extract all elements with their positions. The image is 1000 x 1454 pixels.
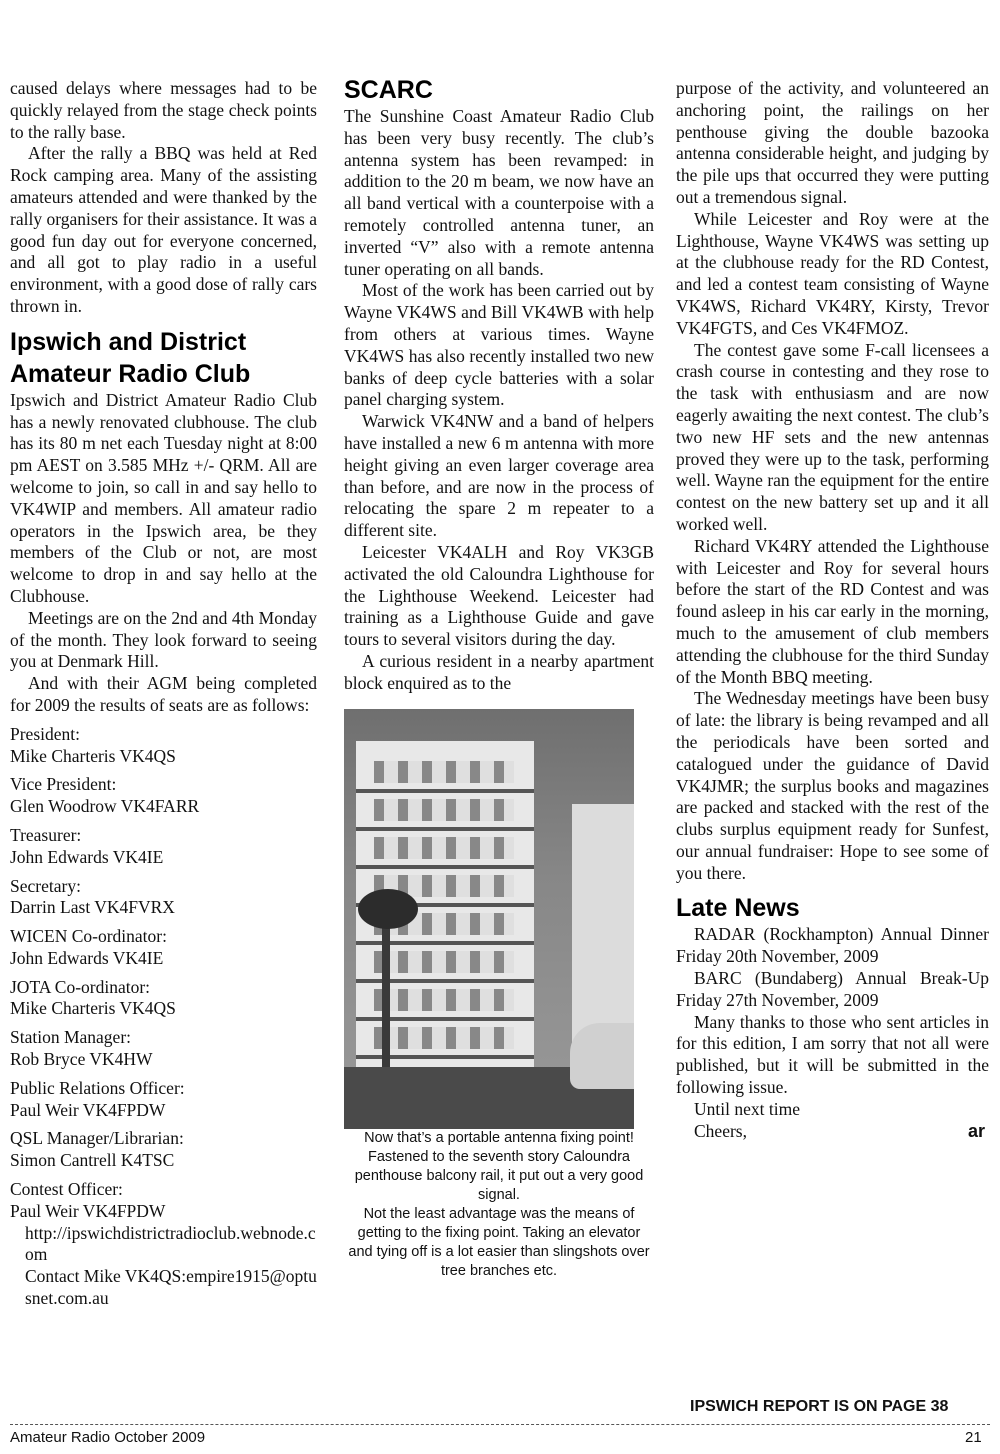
role-title: Contest Officer:	[10, 1179, 123, 1200]
section-heading-late-news: Late News	[676, 894, 800, 923]
paragraph: purpose of the activity, and volunteered an anchoring point, the railings on her penthouse giving the double bazooka antenna considerable height, and judging by the pile ups that occurred they were putting out a tremendous signal.	[676, 78, 989, 207]
paragraph: Most of the work has been carried out by Wayne VK4WS and Bill VK4WB with help from others at various times. Wayne VK4WS has also recently installed two new banks of deep cycle batteries with a solar panel charging system.	[344, 280, 654, 410]
paragraph: caused delays where messages had to be quickly relayed from the stage check points to the rally base.	[10, 78, 317, 142]
role-title: President:	[10, 723, 80, 744]
paragraph: The contest gave some F-call licensees a crash course in contesting and they rose to the task with enthusiasm and are now eagerly awaiting the next contest. The club’s two new HF sets and the new antennas proved they were up to the task, performing well. Wayne ran the equipment for the entire contest on the new battery set up and it all worked well.	[676, 339, 989, 534]
role-entry	[10, 825, 317, 869]
column-3	[676, 78, 989, 1142]
paragraph: Ipswich and District Amateur Radio Club has a newly renovated clubhouse. The club has its 80 m net each Tuesday night at 8:00 pm AEST on 3.585 MHz +/- QRM. All are welcome to join, so call in and say hello to VK4WIP and members. All amateur radio operators in the Ipswich area, be they members of the Club or not, are most welcome to drop in and say hello at the Clubhouse.	[10, 389, 317, 606]
role-title: Station Manager:	[10, 1027, 132, 1048]
section-heading-scarc: SCARC	[344, 76, 433, 104]
paragraph: Warwick VK4NW and a band of helpers have installed a new 6 m antenna with more height giving an even larger coverage area than before, and are now in the process of relocating the spare 2 m repeater to a different site.	[344, 411, 654, 541]
signoff	[676, 1121, 989, 1143]
paragraph: And with their AGM being completed for 2009 the results of seats are as follows:	[10, 673, 317, 715]
role-name: Paul Weir VK4FPDW	[10, 1099, 166, 1120]
photo-caption-title: Now that’s a portable antenna fixing point!	[364, 1129, 634, 1146]
role-name: John Edwards VK4IE	[10, 947, 164, 968]
role-entry	[10, 977, 317, 1021]
role-name: Darrin Last VK4FVRX	[10, 897, 175, 918]
photo-caption: Fastened to the seventh story Caloundra penthouse balcony rail, it put out a very good signal.	[354, 1148, 644, 1203]
page-number: 21	[965, 1429, 982, 1446]
role-title: Secretary:	[10, 875, 81, 896]
contact-email[interactable]: Contact Mike VK4QS:empire1915@optusnet.com.au	[25, 1266, 317, 1309]
end-mark: ar	[967, 1120, 985, 1141]
role-entry	[10, 724, 317, 768]
role-name: Rob Bryce VK4HW	[10, 1049, 153, 1070]
role-entry	[10, 1078, 317, 1122]
paragraph: Richard VK4RY attended the Lighthouse with Leicester and Roy for several hours before the start of the RD Contest and was found asleep in his car early in the morning, much to the amusement of club members attending the clubhouse for the third Sunday of the Month BBQ meeting.	[676, 535, 989, 687]
role-title: Treasurer:	[10, 824, 82, 845]
ipswich-report-notice: IPSWICH REPORT IS ON PAGE 38	[690, 1398, 949, 1415]
parked-car	[570, 1023, 634, 1089]
palm-fronds	[358, 889, 418, 929]
apartment-building-photo	[344, 709, 634, 1129]
paragraph: Many thanks to those who sent articles in for this edition, I am sorry that not all were published, but it will be submitted in the following issue.	[676, 1011, 989, 1098]
role-name: Paul Weir VK4FPDW	[10, 1200, 166, 1221]
column-1	[10, 78, 317, 1310]
role-entry	[10, 1027, 317, 1071]
paragraph: RADAR (Rockhampton) Annual Dinner Friday 20th November, 2009	[676, 924, 989, 967]
role-name: John Edwards VK4IE	[10, 846, 164, 867]
photo-caption: Not the least advantage was the means of getting to the fixing point. Taking an elevator and tying off is a lot easier than slingshots over tree branches etc.	[348, 1205, 650, 1279]
role-title: WICEN Co-ordinator:	[10, 926, 167, 947]
role-title: Vice President:	[10, 774, 117, 795]
paragraph: Leicester VK4ALH and Roy VK3GB activated the old Caloundra Lighthouse for the Lighthouse Weekend. Leicester had training as a Lighthouse Guide and gave tours to several visitors during the day.	[344, 541, 654, 650]
role-title: Public Relations Officer:	[10, 1077, 185, 1098]
role-entry	[10, 926, 317, 970]
role-name: Mike Charteris VK4QS	[10, 998, 176, 1019]
role-entry	[10, 1179, 317, 1223]
paragraph: After the rally a BBQ was held at Red Rock camping area. Many of the assisting amateurs attended and were thanked by the rally organisers for their assistance. It was a good fun day out for everyone concerned, and all got to play radio in a useful environment, with a good dose of rally cars thrown in.	[10, 143, 317, 316]
section-heading-ipswich: Ipswich and District Amateur Radio Club	[10, 327, 251, 388]
footer-publication: Amateur Radio October 2009	[10, 1429, 206, 1446]
paragraph: The Sunshine Coast Amateur Radio Club has been very busy recently. The club’s antenna system has been revamped: in addition to the 20 m beam, we now have an all band vertical with a counterpoise with a remotely controlled antenna tuner, an inverted “V” also with a remote antenna tuner operating on all bands.	[344, 106, 654, 279]
role-entry	[10, 774, 317, 818]
footer-divider	[10, 1424, 990, 1425]
club-website-link[interactable]: http://ipswichdistrictradioclub.webnode.com	[25, 1222, 316, 1265]
paragraph: A curious resident in a nearby apartment block enquired as to the	[344, 650, 654, 693]
role-entry	[10, 876, 317, 920]
role-name: Mike Charteris VK4QS	[10, 745, 176, 766]
role-title: QSL Manager/Librarian:	[10, 1128, 184, 1149]
paragraph: While Leicester and Roy were at the Lighthouse, Wayne VK4WS was setting up at the clubhouse ready for the RD Contest, and led a contest team consisting of Wayne VK4WS, Richard VK4RY, Kirsty, Trevor VK4FGTS, and Ces VK4FMOZ.	[676, 208, 989, 338]
paragraph: BARC (Bundaberg) Annual Break-Up Friday 27th November, 2009	[676, 968, 989, 1010]
role-title: JOTA Co-ordinator:	[10, 976, 151, 997]
paragraph: The Wednesday meetings have been busy of late: the library is being revamped and all the periodicals have been sorted and catalogued under the guidance of David VK4JMR; the surplus books and magazines are packed and stacked with the rest of the clubs surplus equipment ready for Sunfest, our annual fundraiser: Hope to see some of you there.	[676, 688, 989, 883]
role-entry	[10, 1128, 317, 1172]
signoff-text: Cheers,	[694, 1120, 747, 1141]
role-name: Glen Woodrow VK4FARR	[10, 796, 200, 817]
role-name: Simon Cantrell K4TSC	[10, 1150, 175, 1171]
column-2	[344, 74, 654, 1281]
paragraph: Meetings are on the 2nd and 4th Monday of the month. They look forward to seeing you at Denmark Hill.	[10, 607, 317, 672]
paragraph: Until next time	[694, 1098, 800, 1119]
